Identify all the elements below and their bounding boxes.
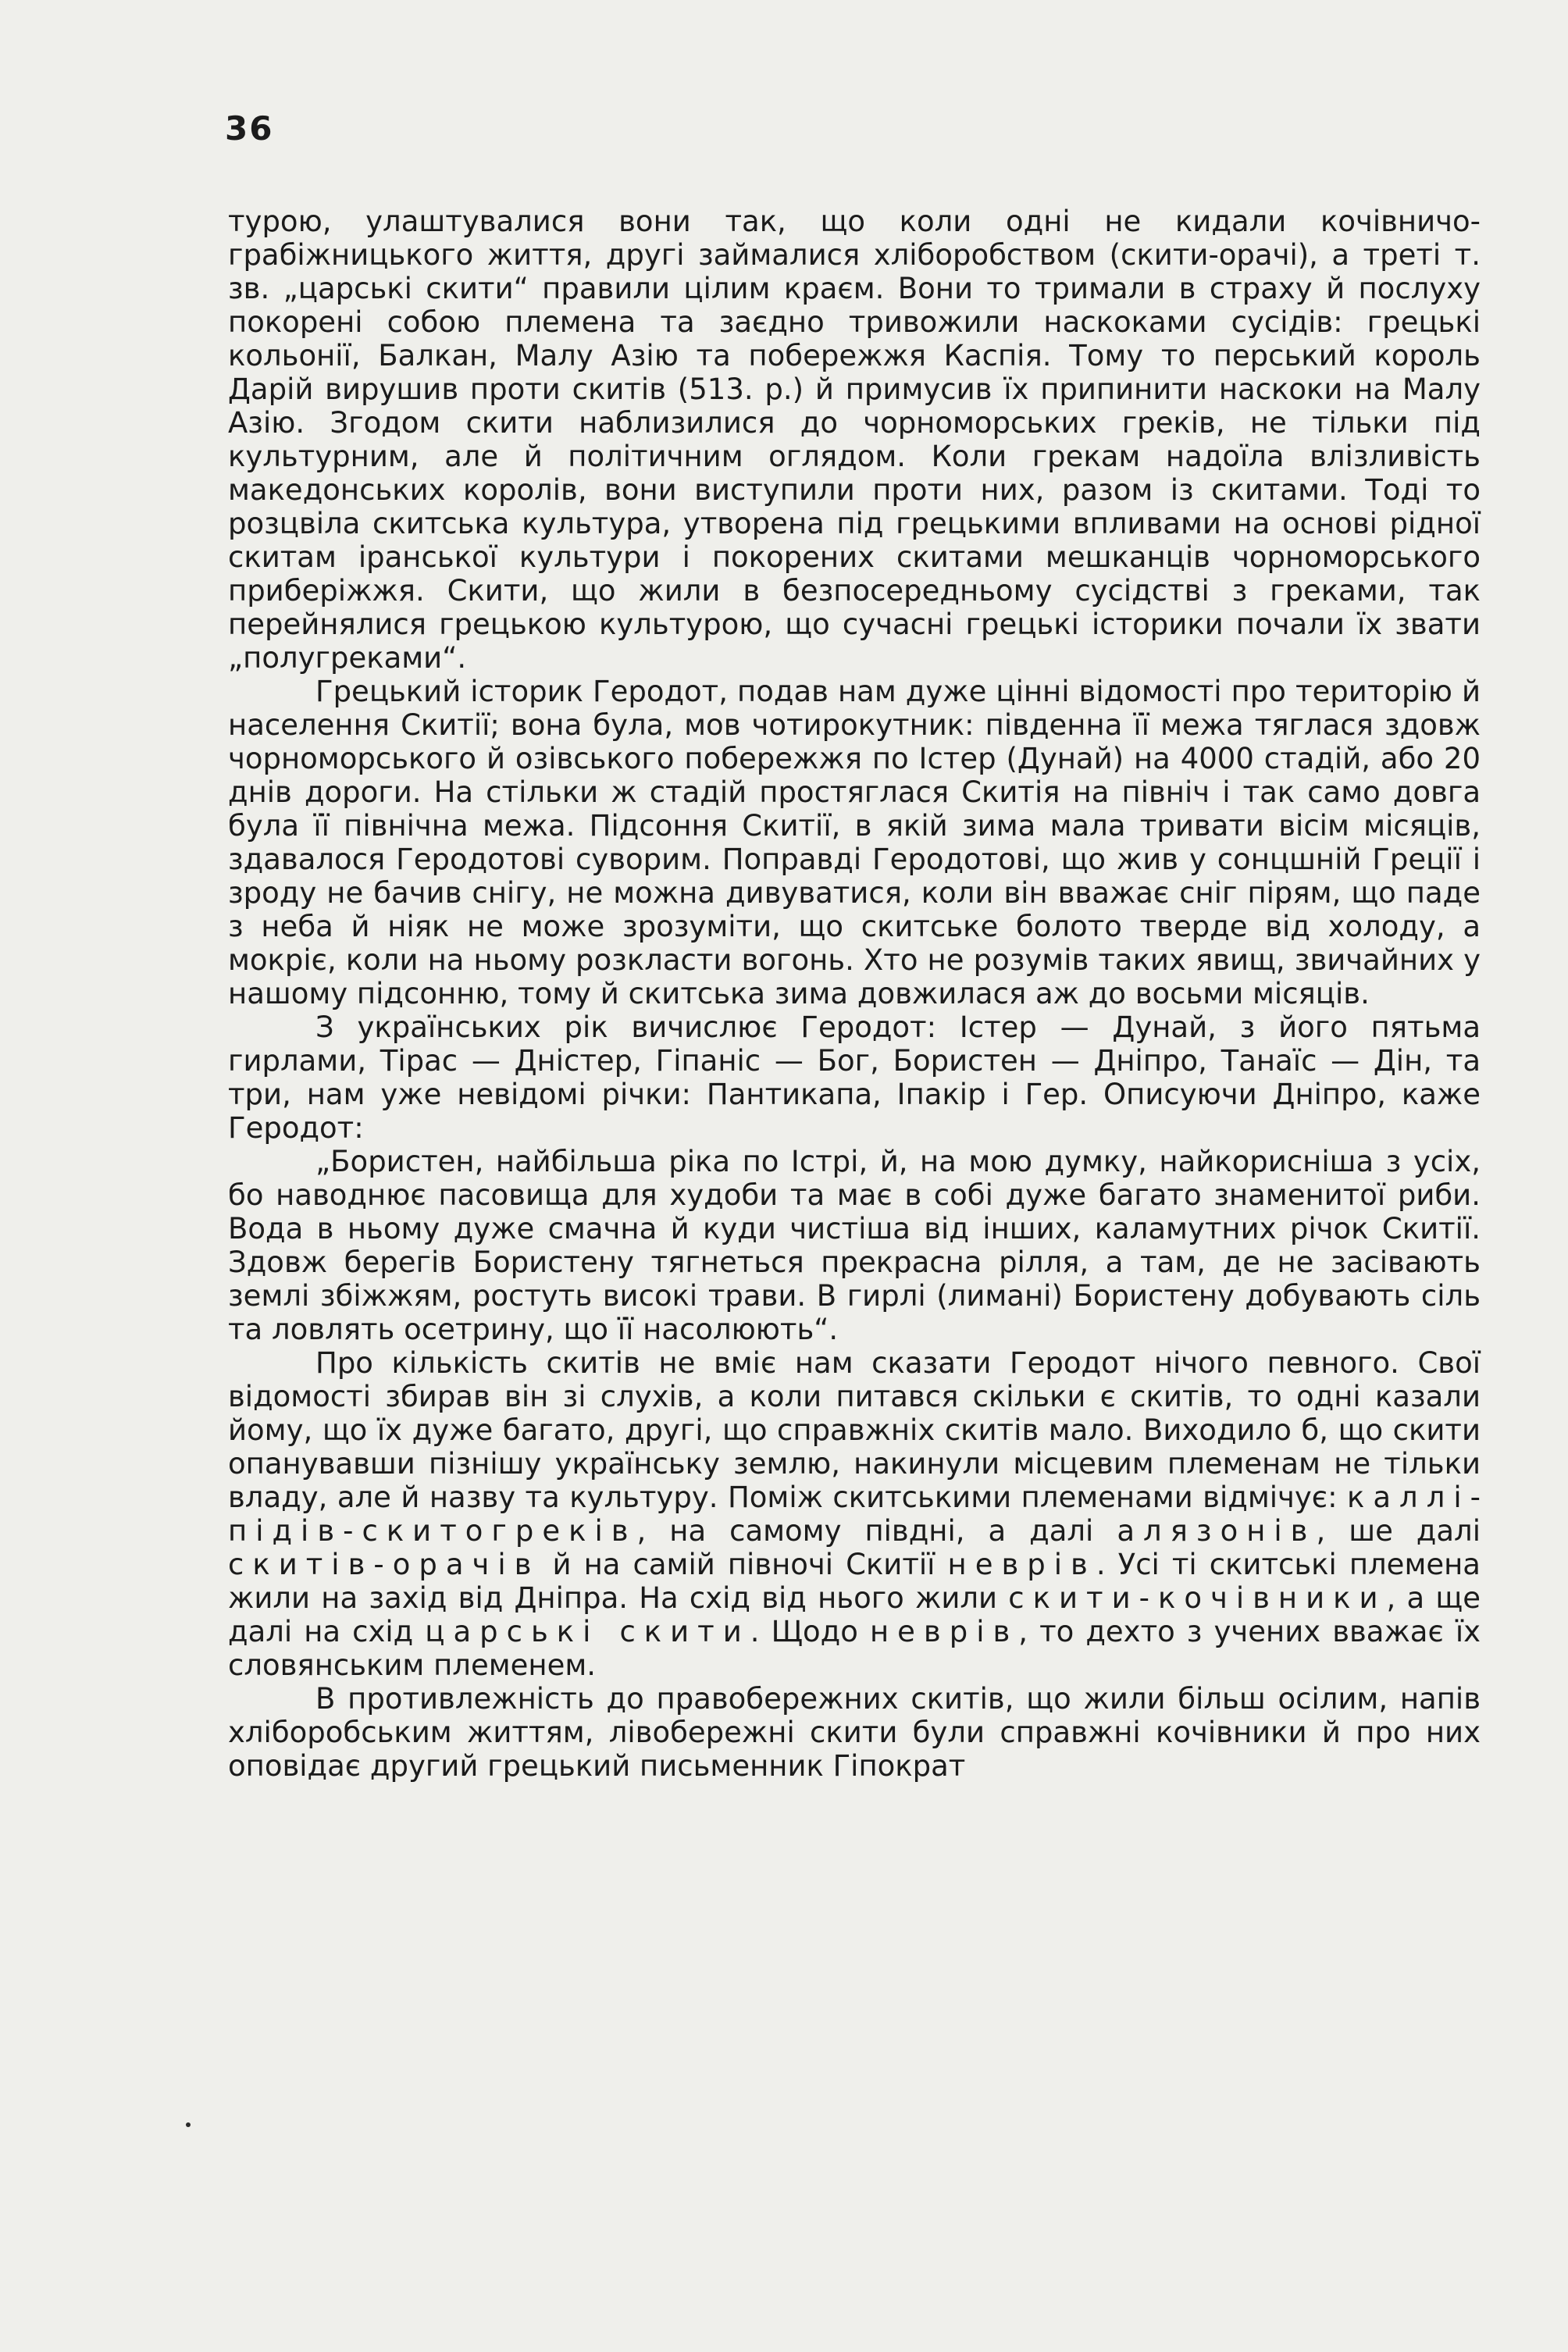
paragraph-4-text-b: , на самому півдні, а далі xyxy=(636,1514,1094,1548)
paragraph-2: Грецький історик Геродот, подав нам дуже цінні відомості про територію й населення Скитії; вона була, мов чотирокутник: південна її межа тяглася здовж чорноморського й озівського побережжя по Істер (Дунай) на 4000 стадій, або 20 днів дороги. На стільки ж стадій простяглася Скитія на північ і так само довга була її північна межа. Підсоння Скитії, в якій зима мала тривати вісім місяців, здавалося Геродотові суворим. Поправді Геродотові, що жив у сонцшній Греції і зроду не бачив снігу, не можна дивуватися, коли він вважає сніг пірям, що паде з неба й ніяк не може зрозуміти, що скитське болото тверде від холоду, а мокріє, коли на ньому розкласти вогонь. Хто не розумів таких явищ, звичайних у нашому підсонню, тому й скитська зима довжилася аж до восьми місяців. xyxy=(228,675,1481,1010)
paragraph-4-text-c: , ше далі xyxy=(1316,1514,1481,1548)
paragraph-5: В противлежність до правобережних скитів, що жили більш осілим, напів хліборобським життям, лівобережні скити були справжні кочівники й про них оповідає другий грецький письменник Гіпократ xyxy=(228,1682,1481,1783)
ink-speck xyxy=(186,2122,191,2127)
body-text xyxy=(228,205,1481,1783)
tribe-name-kallipidy: калліпідів-скитогреків xyxy=(228,1481,1481,1548)
paragraph-4-text-f: , а ще далі на схід xyxy=(228,1581,1481,1648)
paragraph-4-text-g: . Щодо xyxy=(750,1615,858,1648)
quote-paragraph: „Бористен, найбільша ріка по Істрі, й, на мою думку, найкорисніша з усіх, бо наводнює пасовища для худоби та має в собі дуже багато знаменитої риби. Вода в ньому дуже смачна й куди чистіша від інших, каламутних річок Скитії. Здовж берегів Бористену тягнеться прекрасна рілля, а там, де не засівають землі збіжжям, ростуть високі трави. В гирлі (лимані) Бористену добувають сіль та ловлять осетрину, що її насолюють“. xyxy=(228,1145,1481,1346)
paragraph-4-text-h: , то дехто з учених вважає їх словянським племенем. xyxy=(228,1615,1481,1682)
tribe-name-alyazony: алязонів xyxy=(1117,1514,1317,1548)
tribe-name-tsarski-skyty: царські скити xyxy=(425,1615,750,1648)
paragraph-3: З українських рік вичислює Геродот: Істер — Дунай, з його пятьма гирлами, Тірас — Дністер, Гіпаніс — Бог, Бористен — Дніпро, Танаїс — Дін, та три, нам уже невідомі річки: Пантикапа, Іпакір і Гер. Описуючи Дніпро, каже Геродот: xyxy=(228,1010,1481,1145)
paragraph-4-text-a: Про кількість скитів не вміє нам сказати Геродот нічого певного. Свої відомості збирав він зі слухів, а коли питався скільки є скитів, то одні казали йому, що їх дуже багато, другі, що справжніх скитів мало. Виходило б, що скити опанувавши пізнішу українську землю, накинули місцевим племенам не тільки владу, але й назву та культуру. Поміж скитськими племенами відмічує: xyxy=(228,1346,1481,1514)
tribe-name-skyty-kochivnyky: скити-кочівники xyxy=(1008,1581,1387,1615)
paragraph-4-text-d: й на самій півночі Скитії xyxy=(552,1548,935,1581)
tribe-name-nevry: неврів xyxy=(947,1548,1096,1581)
tribe-name-skyty-orachi: скитів-орачів xyxy=(228,1548,540,1581)
tribe-name-nevry-2: неврів xyxy=(869,1615,1019,1648)
page-number: 36 xyxy=(225,109,274,148)
paragraph-4-text-e: . Усі ті скитські племена жили на захід від Дніпра. На схід від нього жили xyxy=(228,1548,1481,1615)
paragraph-1: турою, улаштувалися вони так, що коли одні не кидали кочівничо-грабіжницького життя, другі займалися хліборобством (скити-орачі), а треті т. зв. „царські скити“ правили цілим краєм. Вони то тримали в страху й послуху покорені собою племена та заєдно тривожили наскоками сусідів: грецькі кольонії, Балкан, Малу Азію та побережжя Каспія. Тому то перський король Дарій вирушив проти скитів (513. р.) й примусив їх припинити наскоки на Малу Азію. Згодом скити наблизилися до чорноморських греків, не тільки під культурним, але й політичним оглядом. Коли грекам надоїла влізливість македонських королів, вони виступили проти них, разом із скитами. Тоді то розцвіла скитська культура, утворена під грецькими впливами на основі рідної скитам іранської культури і покорених скитами мешканців чорноморського приберіжжя. Скити, що жили в безпосередньому сусідстві з греками, так перейнялися грецькою культурою, що сучасні грецькі історики почали їх звати „полугреками“. xyxy=(228,205,1481,675)
paragraph-4 xyxy=(228,1346,1481,1682)
